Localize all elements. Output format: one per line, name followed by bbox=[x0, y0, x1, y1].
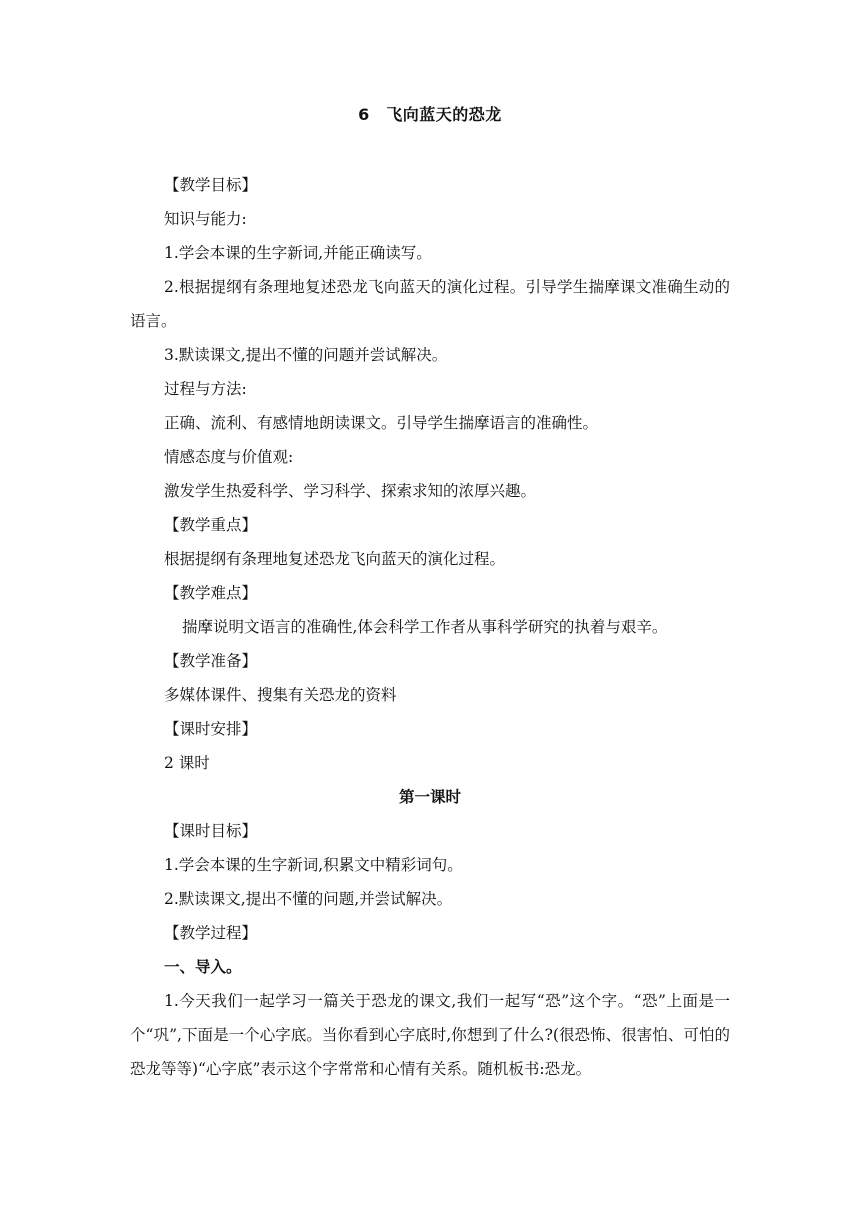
attitude-values-text: 激发学生热爱科学、学习科学、探索求知的浓厚兴趣。 bbox=[164, 482, 537, 500]
section-heading-lesson-goals: 【课时目标】 bbox=[164, 822, 258, 840]
process-method-text: 正确、流利、有感情地朗读课文。引导学生揣摩语言的准确性。 bbox=[164, 414, 599, 432]
section-heading-schedule: 【课时安排】 bbox=[164, 720, 258, 738]
objective-item-2: 2.根据提纲有条理地复述恐龙飞向蓝天的演化过程。引导学生揣摩课文准确生动的语言。 bbox=[130, 278, 730, 330]
section-heading-objectives: 【教学目标】 bbox=[164, 176, 258, 194]
preparation-text: 多媒体课件、搜集有关恐龙的资料 bbox=[164, 686, 397, 704]
lesson-goal-1: 1.学会本课的生字新词,积累文中精彩词句。 bbox=[164, 856, 463, 874]
section-heading-preparation: 【教学准备】 bbox=[164, 652, 258, 670]
section-heading-teaching-process: 【教学过程】 bbox=[164, 924, 258, 942]
section-heading-key-points: 【教学重点】 bbox=[164, 516, 258, 534]
section-heading-difficulties: 【教学难点】 bbox=[164, 584, 258, 602]
lesson-title: 6 飞向蓝天的恐龙 bbox=[358, 105, 502, 124]
subheading-process-method: 过程与方法: bbox=[164, 380, 247, 398]
schedule-text: 2 课时 bbox=[164, 754, 210, 772]
subheading-knowledge-ability: 知识与能力: bbox=[164, 210, 247, 228]
document-body bbox=[130, 98, 730, 1086]
lesson-goal-2: 2.默读课文,提出不懂的问题,并尝试解决。 bbox=[164, 890, 453, 908]
intro-paragraph: 1.今天我们一起学习一篇关于恐龙的课文,我们一起写“恐”这个字。“恐”上面是一个“巩”,下面是一个心字底。当你看到心字底时,你想到了什么?(很恐怖、很害怕、可怕的恐龙等等)“心字底”表示这个字常常和心情有关系。随机板书:恐龙。 bbox=[130, 992, 730, 1078]
step-heading-intro: 一、导入。 bbox=[164, 958, 242, 976]
objective-item-1: 1.学会本课的生字新词,并能正确读写。 bbox=[164, 244, 432, 262]
lesson-one-heading: 第一课时 bbox=[398, 788, 461, 806]
key-points-text: 根据提纲有条理地复述恐龙飞向蓝天的演化过程。 bbox=[164, 550, 506, 568]
objective-item-3: 3.默读课文,提出不懂的问题并尝试解决。 bbox=[164, 346, 448, 364]
subheading-attitude-values: 情感态度与价值观: bbox=[164, 448, 294, 466]
difficulties-text: 揣摩说明文语言的准确性,体会科学工作者从事科学研究的执着与艰辛。 bbox=[182, 618, 668, 636]
